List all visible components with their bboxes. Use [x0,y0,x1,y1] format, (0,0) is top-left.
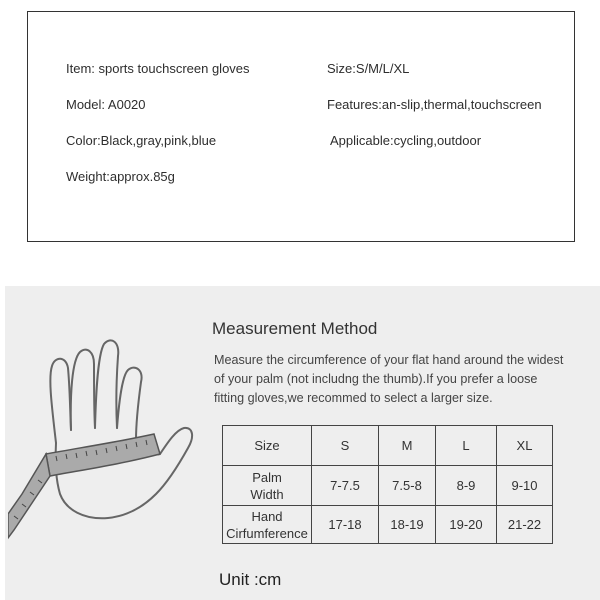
size-header-s: S [312,426,379,466]
size-table-header-row [223,426,553,466]
measurement-description [214,351,594,408]
palm-width-m: 7.5-8 [379,466,436,506]
circumference-s: 17-18 [312,506,379,544]
spec-box [27,11,575,242]
measurement-line-2: of your palm (not includng the thumb).If you prefer a loose [214,372,538,386]
circumference-m: 18-19 [379,506,436,544]
size-header-label: Size [223,426,312,466]
spec-model: Model: A0020 [66,97,146,112]
circumference-row [223,506,553,544]
spec-color: Color:Black,gray,pink,blue [66,133,217,148]
size-header-xl: XL [497,426,553,466]
palm-width-label [223,466,312,506]
palm-width-label-line-1: Palm [252,469,282,485]
spec-item: Item: sports touchscreen gloves [66,61,250,76]
measurement-line-1: Measure the circumference of your flat hand around the widest [214,353,564,367]
unit-label: Unit :cm [219,570,282,589]
size-header-m: M [379,426,436,466]
palm-width-label-line-2: Width [250,486,284,502]
size-table [222,425,553,544]
palm-width-l: 8-9 [436,466,497,506]
palm-width-xl: 9-10 [497,466,553,506]
circumference-label-line-1: Hand [251,508,283,524]
circumference-label [223,506,312,544]
measurement-title: Measurement Method [212,319,378,338]
spec-applicable: Applicable:cycling,outdoor [330,133,482,148]
spec-size: Size:S/M/L/XL [327,61,410,76]
spec-weight: Weight:approx.85g [66,169,175,184]
hand-measurement-illustration [8,330,208,600]
spec-features: Features:an-slip,thermal,touchscreen [327,97,542,112]
circumference-label-line-2: Cirfumference [226,525,308,541]
size-header-l: L [436,426,497,466]
circumference-xl: 21-22 [497,506,553,544]
palm-width-s: 7-7.5 [312,466,379,506]
measurement-line-3: fitting gloves,we recommed to select a larger size. [214,391,493,405]
circumference-l: 19-20 [436,506,497,544]
palm-width-row [223,466,553,506]
